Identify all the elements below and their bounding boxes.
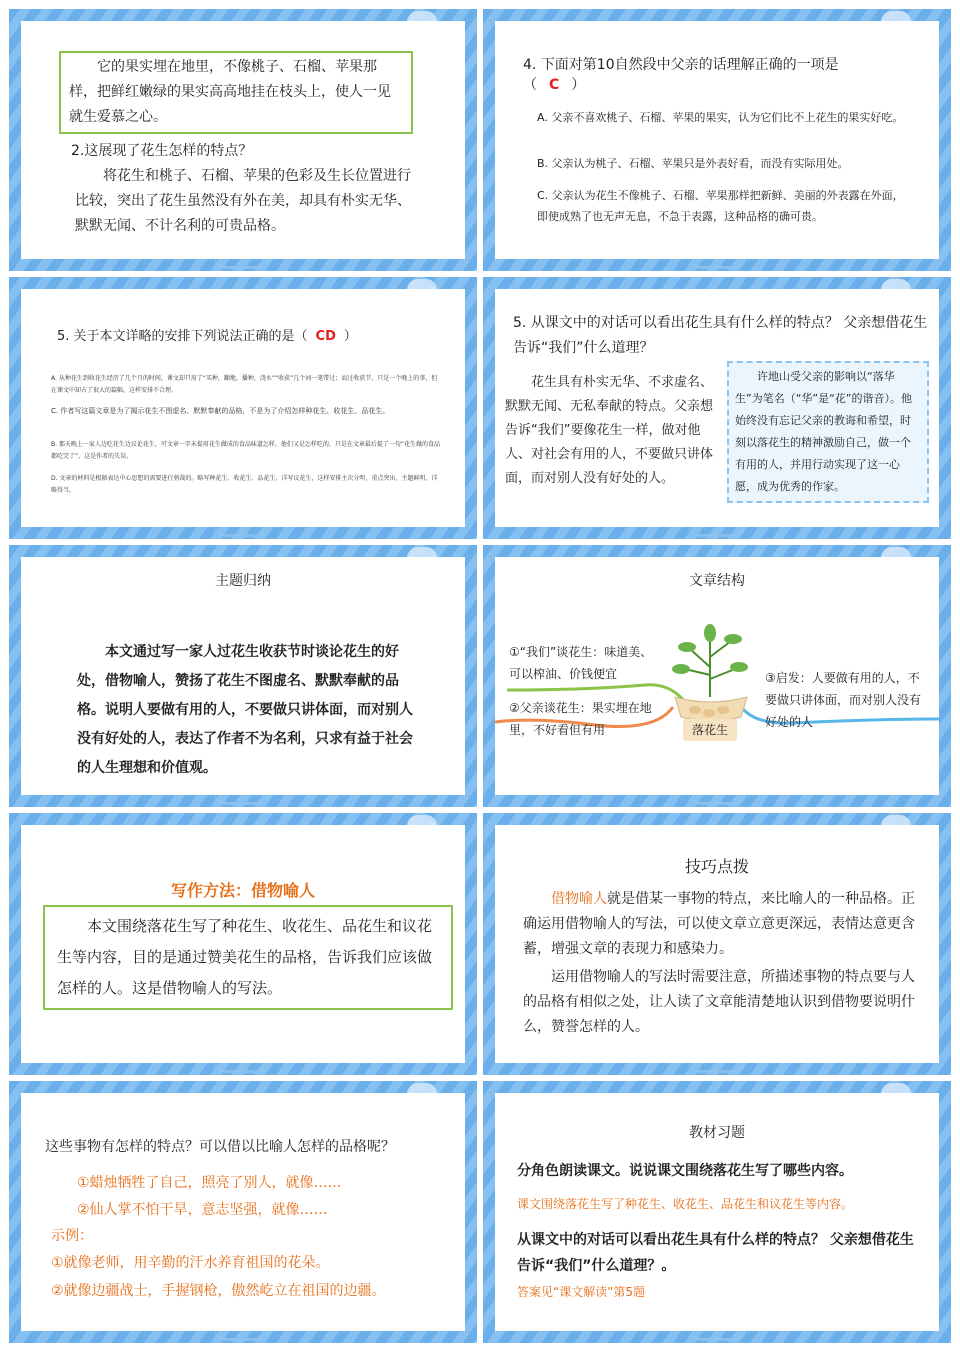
slide-5 xyxy=(9,545,477,807)
question-stem: 5. 关于本文详略的安排下列说法正确的是（ xyxy=(57,329,308,344)
question-stem: 4. 下面对第10自然段中父亲的话理解正确的一项是 xyxy=(523,57,839,73)
slide-8 xyxy=(483,813,951,1075)
question-text xyxy=(523,55,923,95)
slide-title: 技巧点拨 xyxy=(684,857,749,876)
exercise-answer-2: 答案见“课文解读”第5题 xyxy=(517,1285,646,1299)
exercise-question-2: 从课文中的对话可以看出花生具有什么样的特点？ 父亲想借花生告诉“我们”什么道理？。 xyxy=(517,1232,914,1274)
option-b: B. 父亲认为桃子、石榴、苹果只是外表好看，而没有实际用处。 xyxy=(537,157,849,170)
center-label: 落花生 xyxy=(691,723,728,737)
answer-mark: CD xyxy=(315,329,336,344)
slide-9 xyxy=(9,1081,477,1343)
slide-title: 文章结构 xyxy=(689,573,745,589)
wave-decoration xyxy=(687,1327,747,1341)
slide-card xyxy=(495,825,939,1063)
summary-text: 本文通过写一家人过花生收获节时谈论花生的好处，借物喻人，赞扬了花生不图虚名、默默奉献的品格。说明人要做有用的人，不要做只讲体面，而对别人没有好处的人，表达了作者不为名利，只求有益于社会的人生理想和价值观。 xyxy=(77,644,413,776)
slide-card xyxy=(21,1093,465,1331)
slide-3 xyxy=(9,277,477,539)
quote-box xyxy=(59,51,413,134)
item-2: ②仙人掌不怕干旱，意志坚强，就像…… xyxy=(77,1202,328,1218)
option-b: B. 那天晚上一家人边吃花生边议论花生，可文章一字未提用花生做成的食品味道怎样，他们又是怎样吃的，只是在文章最后提了一句“花生做的食品都吃完了”，这是作者的失误。 xyxy=(51,441,441,460)
question-text xyxy=(57,325,457,349)
example-1: ①就像老师，用辛勤的汗水养育祖国的花朵。 xyxy=(51,1255,330,1271)
slide-2 xyxy=(483,9,951,271)
paren-left: （ xyxy=(523,77,537,93)
wave-decoration xyxy=(687,523,747,537)
wave-decoration xyxy=(213,1327,273,1341)
peanut-plant-icon xyxy=(672,624,748,721)
option-c: C. 作者写这篇文章是为了揭示花生不图虚名、默默奉献的品格，不是为了介绍怎样种花生、收花生、品花生。 xyxy=(51,407,390,415)
wave-decoration xyxy=(213,1059,273,1073)
wave-decoration xyxy=(213,791,273,805)
wave-decoration xyxy=(213,255,273,269)
slide-title: 写作方法：借物喻人 xyxy=(170,881,315,900)
option-d: D. 文章的材料是根据表达中心思想的需要进行剪裁的。略写种花生、收花生、品花生，详写议花生，这样安排主次分明、重点突出、主题鲜明、详略得当。 xyxy=(51,475,438,494)
example-label: 示例： xyxy=(51,1228,93,1244)
example-2: ②就像边疆战士，手握钢枪，傲然屹立在祖国的边疆。 xyxy=(51,1283,386,1299)
option-c: C. 父亲认为花生不像桃子、石榴、苹果那样把新鲜、美丽的外表露在外面，即使成熟了也无声无息，不急于表露，这种品格的确可贵。 xyxy=(537,189,904,223)
slide-title: 主题归纳 xyxy=(215,573,271,589)
slide-4 xyxy=(483,277,951,539)
option-a: A. 从种花生到收花生经历了几个月的时间，课文却只用了“买种，翻地，播种，浇水”“收获”几个词一笔带过；而过收获节，只是一个晚上的事，但在课文中却占了很大的篇幅。这样安排不合理。 xyxy=(51,375,438,394)
wave-decoration xyxy=(687,791,747,805)
slide-card xyxy=(495,1093,939,1331)
slide-card xyxy=(495,289,939,527)
slide-title: 教材习题 xyxy=(689,1125,745,1141)
answer-mark: C xyxy=(549,77,560,93)
question-text: 5. 从课文中的对话可以看出花生具有什么样的特点？ 父亲想借花生告诉“我们”什么道理？ xyxy=(513,315,928,356)
slide-card xyxy=(21,289,465,527)
slide-10 xyxy=(483,1081,951,1343)
question-text: 这些事物有怎样的特点？可以借以比喻人怎样的品格呢？ xyxy=(45,1139,395,1155)
wave-decoration xyxy=(687,1059,747,1073)
item-1: ①蜡烛牺牲了自己，照亮了别人，就像…… xyxy=(77,1175,342,1191)
slide-1 xyxy=(9,9,477,271)
answer-text: 花生具有朴实无华、不求虚名、默默无闻、无私奉献的特点。父亲想告诉“我们”要像花生一样，做对他人、对社会有用的人，不要做只讲体面，而对别人没有好处的人。 xyxy=(505,375,714,486)
slide-card xyxy=(21,21,465,259)
tip-term: 借物喻人 xyxy=(551,891,607,907)
paren-right: ） xyxy=(571,77,586,93)
slide-6 xyxy=(483,545,951,807)
option-a: A. 父亲不喜欢桃子、石榴、苹果的果实，认为它们比不上花生的果实好吃。 xyxy=(537,111,904,124)
question-text: 2.这展现了花生怎样的特点？ xyxy=(71,143,253,159)
slide-card xyxy=(21,825,465,1063)
method-box xyxy=(43,905,453,1010)
tip-paragraph-1 xyxy=(523,887,923,962)
tip-rest: 就是借某一事物的特点，来比喻人的一种品格。正确运用借物喻人的写法，可以使文章立意更深远，表情达意更含蓄，增强文章的表现力和感染力。 xyxy=(523,891,915,957)
slide-card xyxy=(495,21,939,259)
branch-text-1: ①“我们”谈花生：味道美、可以榨油、价钱便宜 xyxy=(509,645,653,681)
wave-decoration xyxy=(213,523,273,537)
slide-card xyxy=(21,557,465,795)
tip-paragraph-2: 运用借物喻人的写法时需要注意，所描述事物的特点要与人的品格有相似之处，让人读了文章能清楚地认识到借物要说明什么，赞誉怎样的人。 xyxy=(523,969,915,1035)
note-text: 许地山受父亲的影响以“落华生”为笔名（“华”是“花”的谐音）。他始终没有忘记父亲的教诲和希望，时刻以落花生的精神激励自己，做一个有用的人，并用行动实现了这一心愿，成为优秀的作家。 xyxy=(735,370,912,493)
slide-card xyxy=(495,557,939,795)
note-box xyxy=(727,361,929,503)
branch-text-3: ③启发：人要做有用的人，不要做只讲体面，而对别人没有好处的人 xyxy=(765,671,922,729)
wave-decoration xyxy=(687,255,747,269)
quote-text: 它的果实埋在地里，不像桃子、石榴、苹果那样，把鲜红嫩绿的果实高高地挂在枝头上，使人一见就生爱慕之心。 xyxy=(69,59,391,125)
slide-7 xyxy=(9,813,477,1075)
branch-text-2: ②父亲谈花生：果实埋在地里，不好看但有用 xyxy=(509,701,652,737)
exercise-question-1: 分角色朗读课文。说说课文围绕落花生写了哪些内容。 xyxy=(517,1163,853,1179)
paren-right: ） xyxy=(343,329,357,344)
exercise-answer-1: 课文围绕落花生写了种花生、收花生、品花生和议花生等内容。 xyxy=(517,1197,854,1211)
method-text: 本文围绕落花生写了种花生、收花生、品花生和议花生等内容，目的是通过赞美花生的品格，告诉我们应该做怎样的人。这是借物喻人的写法。 xyxy=(57,917,433,997)
answer-text: 将花生和桃子、石榴、苹果的色彩及生长位置进行比较，突出了花生虽然没有外在美，却具有朴实无华、默默无闻、不计名利的可贵品格。 xyxy=(75,168,411,234)
